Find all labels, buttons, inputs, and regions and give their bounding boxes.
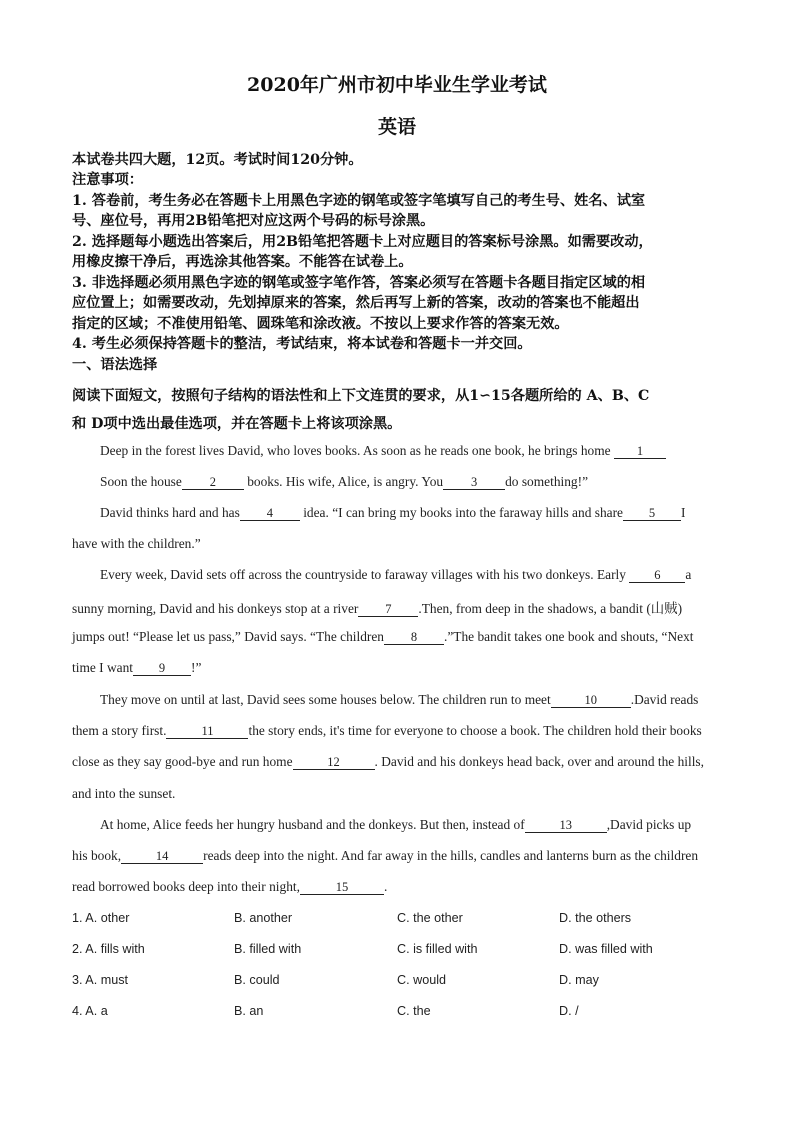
passage-line: [72, 879, 387, 895]
blank-14: 14: [121, 849, 203, 864]
q1-option-c: C. the other: [397, 911, 463, 925]
passage-line: [72, 848, 698, 864]
section-direction-line-1: 阅读下面短文，按照句子结构的语法性和上下文连贯的要求，从1∽15各题所给的 A、B、C: [72, 388, 650, 404]
q4-option-a: 4. A. a: [72, 1004, 108, 1018]
blank-1: 1: [614, 444, 666, 459]
q4-option-d: D. /: [559, 1004, 579, 1018]
passage-line: [72, 536, 201, 552]
passage-text: They move on until at last, David sees some houses below. The children run to meet: [100, 692, 551, 707]
passage-line: [72, 754, 704, 770]
passage-text: Soon the house: [100, 474, 182, 489]
blank-9: 9: [133, 661, 191, 676]
blank-8: 8: [384, 630, 444, 645]
passage-line: [100, 474, 588, 490]
passage-line: [72, 786, 175, 802]
passage-text: I: [681, 505, 686, 520]
passage-line: [100, 505, 685, 521]
passage-text: Deep in the forest lives David, who loves books. As soon as he reads one book, he brings home: [100, 443, 611, 458]
blank-3: 3: [443, 475, 505, 490]
blank-13: 13: [525, 818, 607, 833]
q2-option-b: B. filled with: [234, 942, 302, 956]
q3-option-c: C. would: [397, 973, 446, 987]
passage-line: [72, 723, 702, 739]
passage-line: [72, 598, 682, 617]
blank-12: 12: [293, 755, 375, 770]
passage-text: jumps out! “Please let us pass,” David says. “The children: [72, 629, 384, 644]
passage-text: them a story first.: [72, 723, 167, 738]
q2-option-a: 2. A. fills with: [72, 942, 145, 956]
passage-line: [100, 443, 666, 459]
passage-text: his book,: [72, 848, 122, 863]
passage-text: ,David picks up: [606, 817, 692, 832]
q4-option-b: B. an: [234, 1004, 264, 1018]
passage-text: sunny morning, David and his donkeys stop at a river: [72, 601, 359, 616]
blank-7: 7: [358, 602, 418, 617]
passage-text: read borrowed books deep into their night,: [72, 879, 300, 894]
blank-6: 6: [629, 568, 685, 583]
passage-line: [100, 817, 691, 833]
passage-text: close as they say good-bye and run home: [72, 754, 293, 769]
section-direction-line-2: 和 D项中选出最佳选项，并在答题卡上将该项涂黑。: [72, 416, 402, 432]
q2-option-d: D. was filled with: [559, 942, 653, 956]
notice-item-1-line-2: 号、座位号，再用2B铅笔把对应这两个号码的标号涂黑。: [72, 213, 435, 229]
exam-title: 2020年广州市初中毕业生学业考试: [247, 74, 547, 96]
q3-option-b: B. could: [234, 973, 280, 987]
passage-text: and into the sunset.: [72, 786, 176, 801]
notice-heading: 注意事项：: [72, 172, 143, 188]
passage-text: . David and his donkeys head back, over and around the hills,: [374, 754, 704, 769]
blank-2: 2: [182, 475, 244, 490]
passage-text: time I want: [72, 660, 133, 675]
notice-item-2-line-2: 用橡皮擦干净后，再选涂其他答案。不能答在试卷上。: [72, 254, 413, 270]
passage-line: [100, 692, 698, 708]
passage-line: [72, 629, 694, 645]
exam-intro: 本试卷共四大题，12页。考试时间120分钟。: [72, 152, 363, 168]
passage-text: David thinks hard and has: [100, 505, 240, 520]
notice-item-3-line-3: 指定的区域；不准使用铅笔、圆珠笔和涂改液。不按以上要求作答的答案无效。: [72, 316, 569, 332]
exam-subject: 英语: [377, 116, 416, 138]
passage-text: .”The bandit takes one book and shouts, “Next: [444, 629, 694, 644]
q1-option-b: B. another: [234, 911, 293, 925]
blank-10: 10: [551, 693, 631, 708]
passage-text: Every week, David sets off across the countryside to faraway villages with his two donkeys. Early: [100, 567, 626, 582]
section-heading: 一、语法选择: [72, 357, 158, 373]
notice-item-2-line-1: 2. 选择题每小题选出答案后，用2B铅笔把答题卡上对应题目的答案标号涂黑。如需要改动，: [72, 234, 653, 250]
passage-text: the story ends, it's time for everyone to choose a book. The children hold their books: [248, 723, 702, 738]
q2-option-c: C. is filled with: [397, 942, 478, 956]
q1-option-d: D. the others: [559, 911, 632, 925]
passage-text: books. His wife, Alice, is angry. You: [247, 474, 444, 489]
passage-text: .: [383, 879, 388, 894]
passage-text: .Then, from deep in the shadows, a bandit (山贼): [418, 601, 683, 616]
notice-item-3-line-2: 应位置上；如需要改动，先划掉原来的答案，然后再写上新的答案，改动的答案也不能超出: [72, 295, 640, 311]
passage-text: idea. “I can bring my books into the faraway hills and share: [303, 505, 623, 520]
passage-text: .David reads: [630, 692, 699, 707]
q3-option-a: 3. A. must: [72, 973, 128, 987]
passage-text: a: [685, 567, 692, 582]
notice-item-3-line-1: 3. 非选择题必须用黑色字迹的钢笔或签字笔作答，答案必须写在答题卡各题目指定区域的相: [72, 275, 646, 291]
blank-15: 15: [300, 880, 384, 895]
passage-text: reads deep into the night. And far away in the hills, candles and lanterns burn as the children: [203, 848, 699, 863]
passage-line: [72, 660, 201, 676]
blank-11: 11: [166, 724, 248, 739]
notice-item-4: 4. 考生必须保持答题卡的整洁，考试结束，将本试卷和答题卡一并交回。: [72, 336, 532, 352]
passage-line: [100, 567, 691, 583]
passage-text: do something!”: [505, 474, 589, 489]
blank-4: 4: [240, 506, 300, 521]
blank-5: 5: [623, 506, 681, 521]
passage-text: have with the children.”: [72, 536, 201, 551]
passage-text: At home, Alice feeds her hungry husband and the donkeys. But then, instead of: [100, 817, 525, 832]
q3-option-d: D. may: [559, 973, 599, 987]
passage-text: !”: [190, 660, 202, 675]
notice-item-1-line-1: 1. 答卷前，考生务必在答题卡上用黑色字迹的钢笔或签字笔填写自己的考生号、姓名、试室: [72, 193, 646, 209]
q1-option-a: 1. A. other: [72, 911, 130, 925]
q4-option-c: C. the: [397, 1004, 431, 1018]
